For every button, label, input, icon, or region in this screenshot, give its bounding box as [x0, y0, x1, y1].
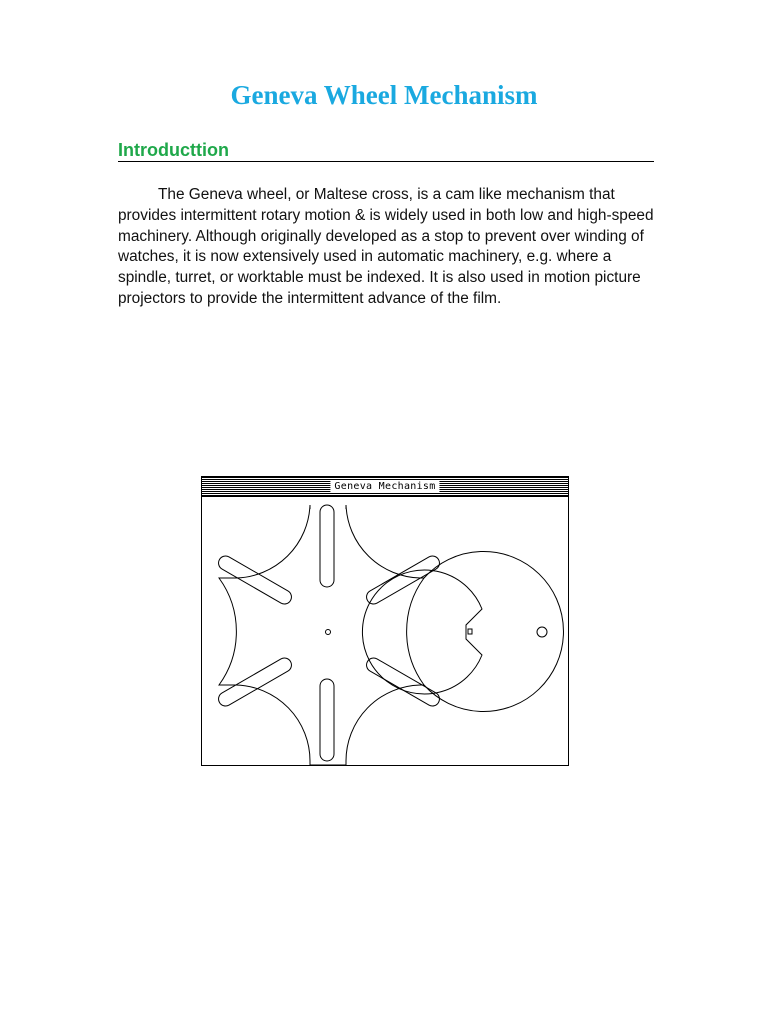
- geneva-wheel-center: [326, 630, 331, 635]
- drive-locking-disc: [362, 570, 482, 694]
- geneva-slot-bottom: [320, 679, 334, 761]
- geneva-mechanism-drawing: [202, 497, 568, 765]
- geneva-slot-lower-left: [216, 655, 294, 708]
- figure-title-bar: [202, 477, 568, 497]
- section-heading-intro: [118, 140, 654, 162]
- geneva-slot-top: [320, 505, 334, 587]
- drive-wheel-center: [468, 629, 472, 634]
- geneva-slot-upper-right: [364, 553, 442, 606]
- drive-pin: [537, 627, 547, 637]
- figure-window-title: Geneva Mechanism: [330, 480, 439, 493]
- page-title: Geneva Wheel Mechanism: [230, 80, 538, 110]
- section-heading-label: Introducttion: [118, 140, 229, 160]
- geneva-wheel-outline: [219, 505, 424, 765]
- drive-wheel-outline: [424, 552, 563, 712]
- intro-paragraph: The Geneva wheel, or Maltese cross, is a cam like mechanism that provides intermittent rotary motion & is widely used in both low and high-speed machinery. Although originally developed as a stop to prevent over winding of watches, it is now extensively used in automatic machinery, e.g. where a spindle, turret, or worktable must be indexed. It is also used in motion picture projectors to provide the intermittent advance of the film.: [118, 186, 654, 307]
- geneva-mechanism-figure: [201, 476, 569, 766]
